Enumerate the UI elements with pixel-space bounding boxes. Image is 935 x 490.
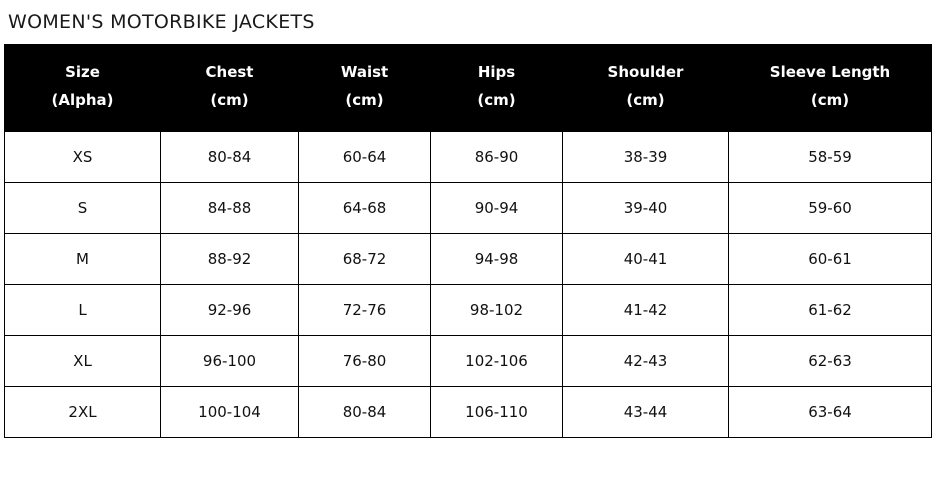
cell-shoulder: 39-40 <box>563 182 729 233</box>
size-chart-table <box>4 44 932 438</box>
table-row <box>5 233 932 284</box>
table-row <box>5 386 932 437</box>
cell-hips: 106-110 <box>431 386 563 437</box>
cell-waist: 64-68 <box>299 182 431 233</box>
cell-sleeve: 59-60 <box>729 182 932 233</box>
column-header-size <box>5 45 161 132</box>
cell-chest: 84-88 <box>161 182 299 233</box>
cell-hips: 86-90 <box>431 131 563 182</box>
cell-chest: 80-84 <box>161 131 299 182</box>
cell-sleeve: 61-62 <box>729 284 932 335</box>
cell-chest: 96-100 <box>161 335 299 386</box>
cell-size: L <box>5 284 161 335</box>
cell-waist: 76-80 <box>299 335 431 386</box>
cell-size: M <box>5 233 161 284</box>
page-title: WOMEN'S MOTORBIKE JACKETS <box>8 11 315 33</box>
cell-waist: 60-64 <box>299 131 431 182</box>
column-header-sleeve-length-line1: Sleeve Length <box>769 63 891 81</box>
column-header-hips-line2: (cm) <box>477 90 516 109</box>
column-header-hips-line1: Hips <box>477 63 516 81</box>
column-header-shoulder <box>563 45 729 132</box>
cell-sleeve: 58-59 <box>729 131 932 182</box>
cell-sleeve: 62-63 <box>729 335 932 386</box>
cell-size: 2XL <box>5 386 161 437</box>
column-header-shoulder-line2: (cm) <box>626 90 665 109</box>
cell-chest: 100-104 <box>161 386 299 437</box>
table-header <box>5 45 932 132</box>
cell-size: XS <box>5 131 161 182</box>
column-header-chest-line2: (cm) <box>210 90 249 109</box>
column-header-waist <box>299 45 431 132</box>
cell-hips: 90-94 <box>431 182 563 233</box>
cell-shoulder: 43-44 <box>563 386 729 437</box>
cell-waist: 68-72 <box>299 233 431 284</box>
table-body <box>5 131 932 437</box>
table-row <box>5 335 932 386</box>
table-row <box>5 284 932 335</box>
cell-size: XL <box>5 335 161 386</box>
column-header-sleeve-length <box>729 45 932 132</box>
column-header-hips <box>431 45 563 132</box>
column-header-chest-line1: Chest <box>205 63 254 81</box>
column-header-size-line1: Size <box>65 63 100 81</box>
table-header-row <box>5 45 932 132</box>
size-table-container <box>4 44 931 438</box>
column-header-waist-line1: Waist <box>340 63 389 81</box>
cell-waist: 72-76 <box>299 284 431 335</box>
column-header-waist-line2: (cm) <box>345 90 384 109</box>
column-header-sleeve-length-line2: (cm) <box>810 90 850 109</box>
cell-shoulder: 38-39 <box>563 131 729 182</box>
column-header-chest <box>161 45 299 132</box>
column-header-size-line2: (Alpha) <box>51 90 114 109</box>
cell-sleeve: 60-61 <box>729 233 932 284</box>
cell-shoulder: 40-41 <box>563 233 729 284</box>
cell-shoulder: 42-43 <box>563 335 729 386</box>
cell-shoulder: 41-42 <box>563 284 729 335</box>
column-header-shoulder-line1: Shoulder <box>607 63 684 81</box>
cell-size: S <box>5 182 161 233</box>
cell-hips: 98-102 <box>431 284 563 335</box>
cell-chest: 88-92 <box>161 233 299 284</box>
table-row <box>5 182 932 233</box>
cell-hips: 102-106 <box>431 335 563 386</box>
cell-chest: 92-96 <box>161 284 299 335</box>
size-chart-page <box>0 8 935 490</box>
cell-waist: 80-84 <box>299 386 431 437</box>
table-row <box>5 131 932 182</box>
cell-hips: 94-98 <box>431 233 563 284</box>
cell-sleeve: 63-64 <box>729 386 932 437</box>
